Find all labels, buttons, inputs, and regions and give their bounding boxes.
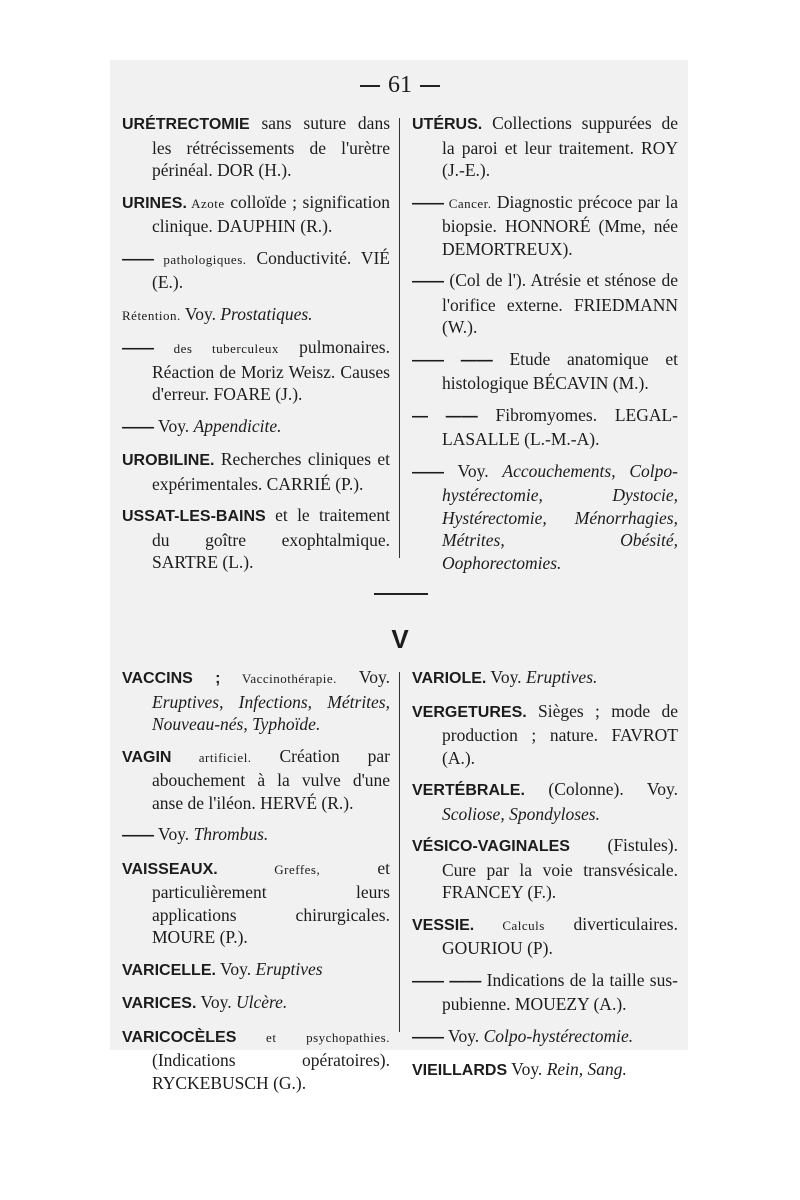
entry-text: sans suture dans les rétrécissements de l'urètre périnéal. DOR (H.). xyxy=(152,113,390,180)
entry-text: colloïde ; signification clinique. DAUPHIN (R.). xyxy=(152,191,391,236)
index-entry xyxy=(412,460,678,575)
entry-subheading: Cancer. xyxy=(444,195,492,211)
entry-headword: VACCINS ; xyxy=(122,670,221,687)
entry-text: Voy. xyxy=(196,992,236,1012)
entry-subheading: Greffes, xyxy=(217,861,321,877)
entry-text: Fibromyomes. LEGAL-LASALLE (L.-M.-A). xyxy=(442,404,678,449)
index-entry xyxy=(412,112,678,182)
entry-headword: UTÉRUS. xyxy=(412,116,483,133)
entry-text: pulmonaires. Réaction de Moriz Weisz. Causes d'erreur. FOARE (J.). xyxy=(152,337,390,404)
section-letter: V xyxy=(391,624,409,654)
entry-headword: VIEILLARDS xyxy=(412,1062,508,1079)
entry-headword: —— xyxy=(122,250,154,268)
entry-text: Indications de la taille sus-pubienne. MOUEZY (A.). xyxy=(442,969,678,1014)
index-entry xyxy=(122,857,390,949)
entry-headword: VARIOLE. xyxy=(412,670,487,687)
entry-text: Conductivité. VIÉ (E.). xyxy=(152,247,390,292)
entry-headword: VAISSEAUX. xyxy=(122,860,218,878)
entry-headword: —— xyxy=(122,418,154,436)
entry-headword: —— —— xyxy=(412,972,482,990)
entry-text: Voy. xyxy=(154,824,194,844)
entry-crossref: Colpo-hystérectomie. xyxy=(483,1025,634,1046)
entry-subheading: Azote xyxy=(186,195,225,211)
entry-subheading: Calculs xyxy=(474,917,545,933)
entry-subheading: pathologiques. xyxy=(154,251,247,267)
index-entry xyxy=(122,303,390,328)
entry-crossref: Rein, Sang. xyxy=(546,1059,627,1079)
entry-text: Voy. xyxy=(215,958,256,979)
entry-subheading: Rétention. xyxy=(122,307,181,323)
entry-text: et le traitement du goître exophtalmique. SARTRE (L.). xyxy=(152,505,390,572)
entry-text: Voy. xyxy=(154,415,194,436)
entry-headword: VAGIN xyxy=(122,748,172,766)
index-entry xyxy=(122,958,390,983)
entry-text: Collections suppurées de la paroi et leur traitement. ROY (J.-E.). xyxy=(442,113,678,180)
index-entry xyxy=(412,1025,678,1050)
entry-headword: USSAT-LES-BAINS xyxy=(122,508,266,525)
index-entry xyxy=(412,191,678,261)
index-entry xyxy=(122,666,390,736)
u-right-column xyxy=(412,112,678,583)
entry-crossref: Appendicite. xyxy=(193,415,282,436)
index-entry xyxy=(412,778,678,825)
entry-headword: —— xyxy=(122,340,154,357)
entry-text: (Indications opératoires). RYCKEBUSCH (G.). xyxy=(152,1050,390,1093)
entry-text: Etude anatomique et histologique BÉCAVIN (M.). xyxy=(442,348,678,393)
index-entry xyxy=(122,112,390,182)
index-entry xyxy=(122,745,390,815)
entry-subheading: Vaccinothérapie. xyxy=(220,671,337,686)
section-rule xyxy=(374,593,428,595)
page-number xyxy=(0,72,800,99)
entry-crossref: Eruptives. xyxy=(525,667,598,687)
entry-headword: — —— xyxy=(412,407,478,425)
entry-headword: UROBILINE. xyxy=(122,452,215,469)
entry-text: Sièges ; mode de production ; nature. FAVROT (A.). xyxy=(442,700,678,768)
entry-headword: URÉTRECTOMIE xyxy=(122,116,250,133)
entry-crossref: Scoliose, Spondyloses. xyxy=(442,803,600,824)
entry-subheading: et psychopathies. xyxy=(236,1029,390,1045)
entry-text: Voy. xyxy=(180,303,221,324)
entry-text: Diagnostic précoce par la biopsie. HONNORÉ (Mme, née DEMORTREUX). xyxy=(442,191,678,259)
index-entry xyxy=(412,700,678,770)
index-entry xyxy=(122,336,390,406)
page-number-text: 61 xyxy=(388,72,412,98)
u-column-divider xyxy=(399,118,400,558)
entry-crossref: Thrombus. xyxy=(193,824,269,844)
entry-text: Voy. xyxy=(486,667,526,687)
entry-text: Voy. xyxy=(444,460,503,481)
entry-headword: VÉSICO-VAGINALES xyxy=(412,838,570,855)
entry-headword: VARICELLE. xyxy=(122,961,216,979)
left-dash xyxy=(360,85,380,87)
index-entry xyxy=(412,913,678,960)
entry-text: Voy. xyxy=(507,1059,547,1079)
entry-headword: —— —— xyxy=(412,351,493,369)
entry-text: et particulièrement leurs applications chirurgicales. MOURE (P.). xyxy=(152,857,390,947)
index-entry xyxy=(122,191,390,238)
u-left-column xyxy=(122,112,390,583)
entry-crossref: Eruptives xyxy=(255,958,323,979)
index-entry xyxy=(122,991,390,1016)
entry-crossref: Ulcère. xyxy=(235,992,288,1012)
index-entry xyxy=(412,269,678,339)
entry-crossref: Prostatiques. xyxy=(220,303,313,324)
entry-subheading: artificiel. xyxy=(171,749,252,765)
entry-subheading: des tuberculeux xyxy=(154,341,279,356)
entry-headword: VERTÉBRALE. xyxy=(412,782,525,799)
v-column-divider xyxy=(399,672,400,1032)
right-dash xyxy=(420,85,440,87)
index-entry xyxy=(122,247,390,294)
index-entry xyxy=(412,404,678,451)
entry-text: Voy. xyxy=(336,667,390,687)
index-entry xyxy=(122,823,390,848)
index-entry xyxy=(122,504,390,574)
index-entry xyxy=(122,1025,390,1095)
entry-text: (Col de l'). Atrésie et sténose de l'orifice externe. FRIEDMANN (W.). xyxy=(442,270,678,337)
entry-headword: —— xyxy=(412,1028,444,1046)
entry-headword: URINES. xyxy=(122,194,187,212)
entry-crossref: Accouchements, Colpo-hystérectomie, Dystocie, Hystérectomie, Ménorrhagies, Métrites, Obésité, Oophorectomies. xyxy=(442,460,679,573)
entry-text: diverticulaires. GOURIOU (P). xyxy=(442,913,678,958)
index-entry xyxy=(412,666,678,691)
entry-text: (Colonne). Voy. xyxy=(524,779,678,799)
index-entry xyxy=(412,834,678,904)
entry-headword: —— xyxy=(412,194,444,212)
entry-headword: —— xyxy=(122,827,154,844)
v-left-column xyxy=(122,666,390,1103)
entry-crossref: Eruptives, Infections, Métrites, Nouveau-nés, Typhoïde. xyxy=(152,691,390,734)
index-entry xyxy=(412,1058,678,1083)
v-right-column xyxy=(412,666,678,1092)
entry-text: Création par abouchement à la vulve d'une anse de l'iléon. HERVÉ (R.). xyxy=(152,745,390,813)
entry-text: (Fistules). Cure par la voie transvésicale. FRANCEY (F.). xyxy=(442,835,678,902)
index-entry xyxy=(412,969,678,1016)
entry-headword: VARICES. xyxy=(122,995,197,1012)
entry-headword: —— xyxy=(412,463,444,481)
entry-text: Voy. xyxy=(444,1025,484,1046)
entry-headword: —— xyxy=(412,273,444,290)
entry-headword: VERGETURES. xyxy=(412,703,527,721)
entry-text: Recherches cliniques et expérimentales. CARRIÉ (P.). xyxy=(152,449,390,494)
index-entry xyxy=(122,415,390,440)
index-entry xyxy=(412,348,678,395)
entry-headword: VARICOCÈLES xyxy=(122,1028,237,1046)
index-entry xyxy=(122,448,390,495)
entry-headword: VESSIE. xyxy=(412,916,475,934)
